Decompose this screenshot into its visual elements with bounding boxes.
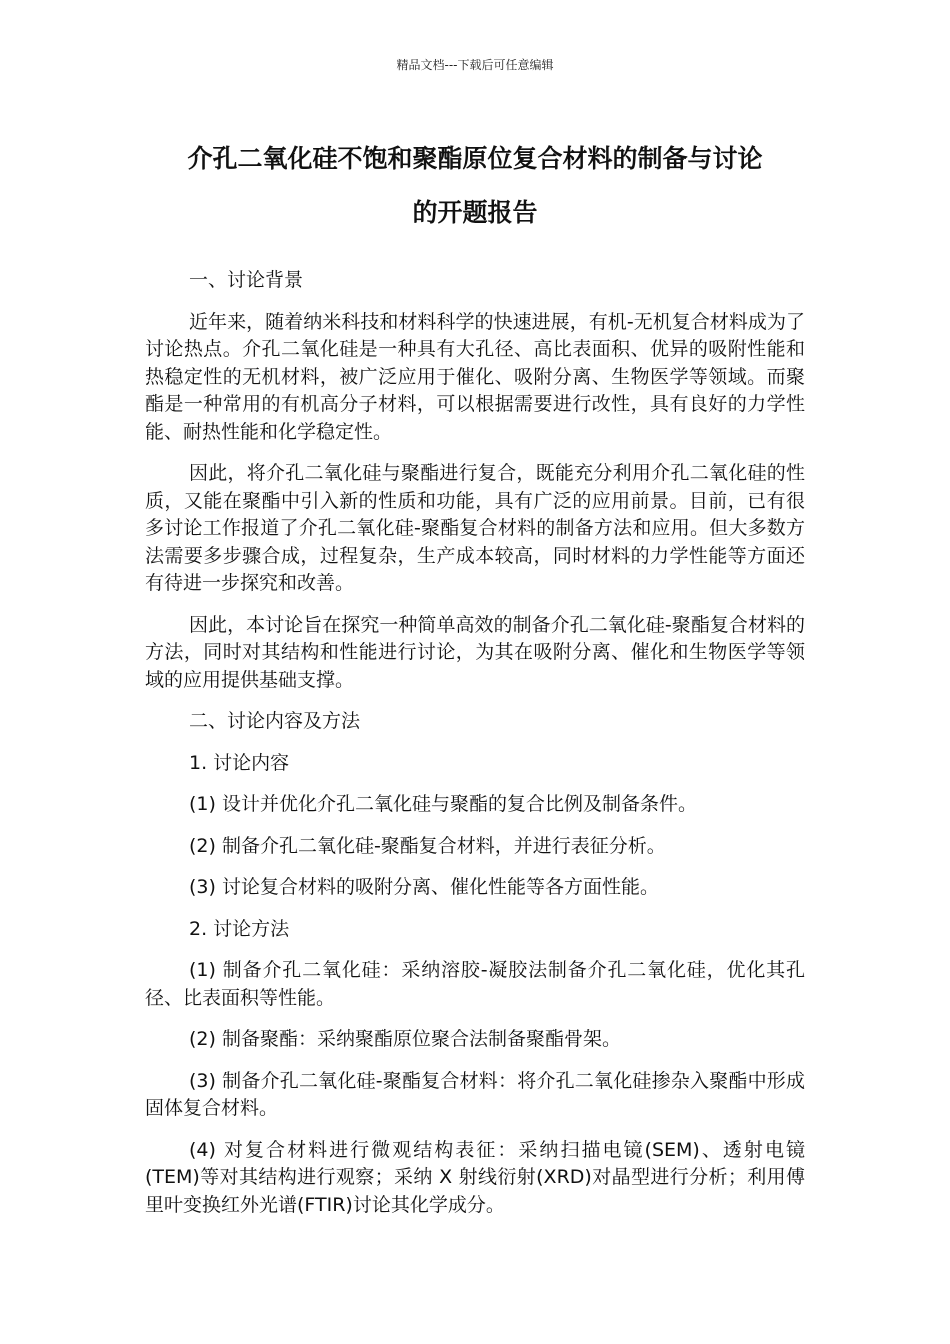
header-note: 精品文档---下载后可任意编辑 [396,58,554,72]
title-line-2: 的开题报告 [412,198,538,227]
list-item: (2) 制备聚酯：采纳聚酯原位聚合法制备聚酯骨架。 [189,1028,621,1050]
paragraph: 近年来，随着纳米科技和材料科学的快速进展，有机-无机复合材料成为了讨论热点。介孔二氧化硅是一种具有大孔径、高比表面积、优异的吸附性能和热稳定性的无机材料，被广泛应用于催化、吸附分离、生物医学等领域。而聚酯是一种常用的有机高分子材料，可以根据需要进行改性，具有良好的力学性能、耐热性能和化学稳定性。 [145,310,805,443]
section-heading-background: 一、讨论背景 [189,269,304,291]
list-item: (3) 讨论复合材料的吸附分离、催化性能等各方面性能。 [189,876,659,898]
paragraph: 因此，将介孔二氧化硅与聚酯进行复合，既能充分利用介孔二氧化硅的性质，又能在聚酯中引入新的性质和功能，具有广泛的应用前景。目前，已有很多讨论工作报道了介孔二氧化硅-聚酯复合材料的制备方法和应用。但大多数方法需要多步骤合成，过程复杂，生产成本较高，同时材料的力学性能等方面还有待进一步探究和改善。 [145,462,805,594]
list-item: (4) 对复合材料进行微观结构表征：采纳扫描电镜(SEM)、透射电镜(TEM)等对其结构进行观察；采纳 X 射线衍射(XRD)对晶型进行分析；利用傅里叶变换红外光谱(FTIR)讨论其化学成分。 [145,1138,805,1216]
list-item: (1) 设计并优化介孔二氧化硅与聚酯的复合比例及制备条件。 [189,793,697,815]
subsection-heading-methods: 2. 讨论方法 [189,917,290,940]
list-item: (3) 制备介孔二氧化硅-聚酯复合材料：将介孔二氧化硅掺杂入聚酯中形成固体复合材料。 [145,1069,805,1119]
section-heading-content-methods: 二、讨论内容及方法 [189,710,361,732]
document-body [145,267,805,1233]
subsection-heading-content: 1. 讨论内容 [189,751,290,774]
title-line-1: 介孔二氧化硅不饱和聚酯原位复合材料的制备与讨论 [187,144,763,173]
list-item: (1) 制备介孔二氧化硅：采纳溶胶-凝胶法制备介孔二氧化硅，优化其孔径、比表面积等性能。 [145,959,805,1009]
document-title [145,132,805,240]
paragraph: 因此，本讨论旨在探究一种简单高效的制备介孔二氧化硅-聚酯复合材料的方法，同时对其结构和性能进行讨论，为其在吸附分离、催化和生物医学等领域的应用提供基础支撑。 [145,613,805,691]
list-item: (2) 制备介孔二氧化硅-聚酯复合材料，并进行表征分析。 [189,834,666,857]
